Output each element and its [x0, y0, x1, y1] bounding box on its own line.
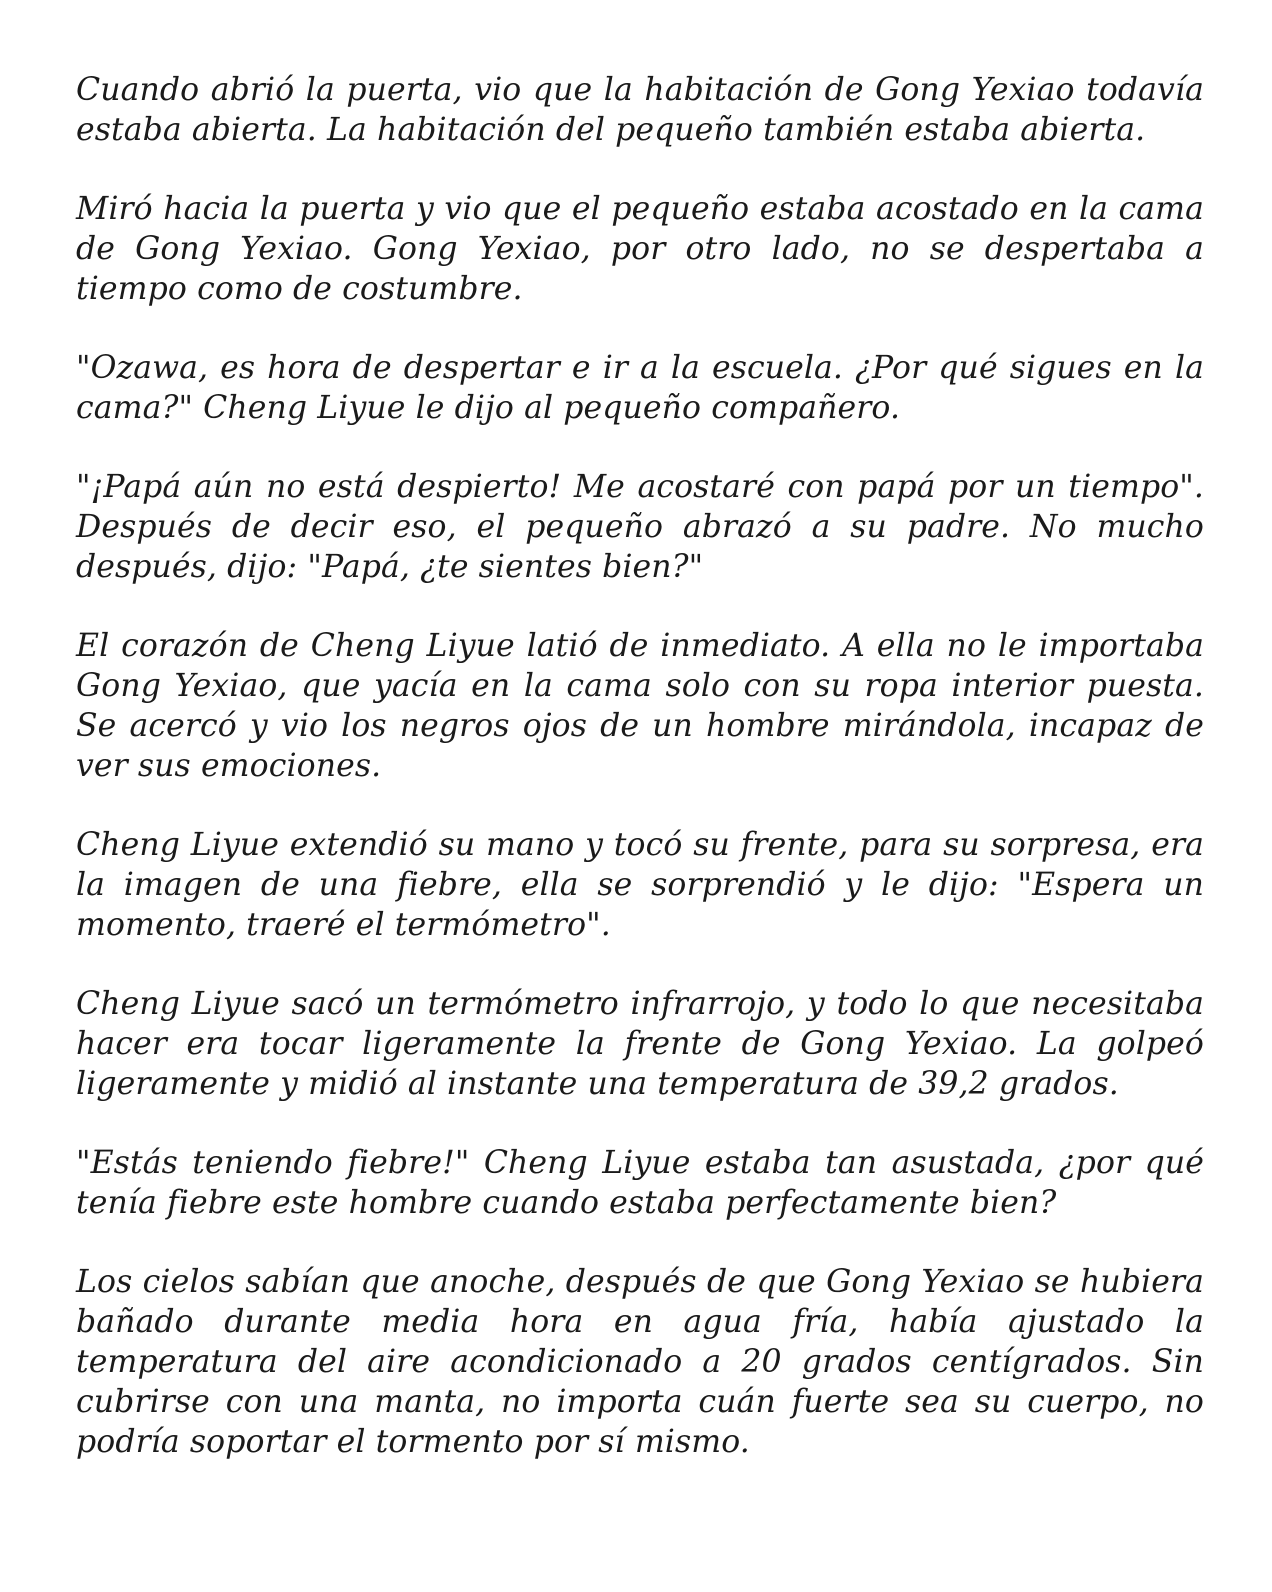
paragraph-7: Cheng Liyue sacó un termómetro infrarrojo, y todo lo que necesitaba hacer era tocar ligeramente la frente de Gong Yexiao. La golpeó ligeramente y midió al instante una temperatura de 39,2 grados. — [76, 986, 1204, 1102]
paragraph-9: Los cielos sabían que anoche, después de que Gong Yexiao se hubiera bañado durante media hora en agua fría, había ajustado la temperatura del aire acondicionado a 20 grados centígrados. Sin cubrirse con una manta, no importa cuán fuerte sea su cuerpo, no podría soportar el tormento por sí mismo. — [76, 1264, 1204, 1460]
paragraph-1: Cuando abrió la puerta, vio que la habitación de Gong Yexiao todavía estaba abierta. La habitación del pequeño también estaba abierta. — [76, 72, 1204, 148]
paragraph-6: Cheng Liyue extendió su mano y tocó su frente, para su sorpresa, era la imagen de una fiebre, ella se sorprendió y le dijo: "Espera un momento, traeré el termómetro". — [76, 827, 1204, 943]
paragraph-2: Miró hacia la puerta y vio que el pequeño estaba acostado en la cama de Gong Yexiao. Gong Yexiao, por otro lado, no se despertaba a tiempo como de costumbre. — [76, 191, 1204, 307]
document-body — [76, 70, 1204, 1462]
paragraph-5: El corazón de Cheng Liyue latió de inmediato. A ella no le importaba Gong Yexiao, que yacía en la cama solo con su ropa interior puesta. Se acercó y vio los negros ojos de un hombre mirándola, incapaz de ver sus emociones. — [76, 628, 1204, 784]
paragraph-3: "Ozawa, es hora de despertar e ir a la escuela. ¿Por qué sigues en la cama?" Cheng Liyue le dijo al pequeño compañero. — [76, 350, 1204, 426]
paragraph-4: "¡Papá aún no está despierto! Me acostaré con papá por un tiempo". Después de decir eso, el pequeño abrazó a su padre. No mucho después, dijo: "Papá, ¿te sientes bien?" — [76, 469, 1204, 585]
paragraph-8: "Estás teniendo fiebre!" Cheng Liyue estaba tan asustada, ¿por qué tenía fiebre este hombre cuando estaba perfectamente bien? — [76, 1145, 1204, 1221]
